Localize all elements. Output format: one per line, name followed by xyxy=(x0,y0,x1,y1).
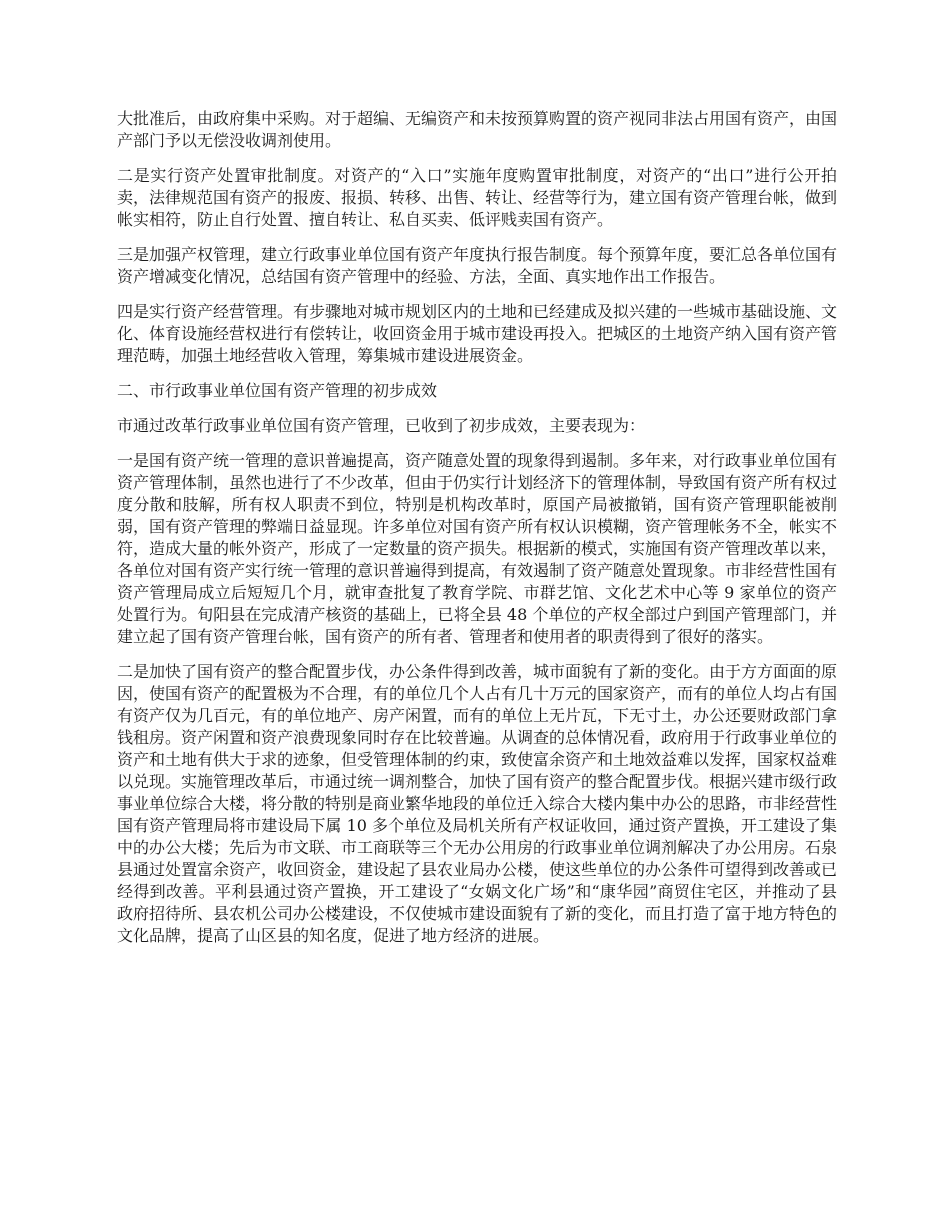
paragraph-procurement-continued: 大批准后，由政府集中采购。对于超编、无编资产和未按预算购置的资产视同非法占用国有资产，由国产部门予以无偿没收调剂使用。 xyxy=(117,109,838,150)
paragraph-disposal-approval: 二是实行资产处置审批制度。对资产的“入口”实施年度购置审批制度，对资产的“出口”进行公开拍卖，法律规范国有资产的报废、报损、转移、出售、转让、经营等行为，建立国有资产管理台帐，做到帐实相符，防止自行处置、擅自转让、私自买卖、低评贱卖国有资产。 xyxy=(117,166,838,229)
paragraph-integration-allocation: 二是加快了国有资产的整合配置步伐，办公条件得到改善，城市面貌有了新的变化。由于方方面面的原因，使国有资产的配置极为不合理，有的单位几个人占有几十万元的国家资产，而有的单位人均占有国有资产仅为几百元，有的单位地产、房产闲置，而有的单位上无片瓦，下无寸土，办公还要财政部门拿钱租房。资产闲置和资产浪费现象同时存在比较普遍。从调查的总体情况看，政府用于行政事业单位的资产和土地有供大于求的迹象，但受管理体制的约束，致使富余资产和土地效益难以发挥，国家权益难以兑现。实施管理改革后，市通过统一调剂整合，加快了国有资产的整合配置步伐。根据兴建市级行政事业单位综合大楼，将分散的特别是商业繁华地段的单位迁入综合大楼内集中办公的思路，市非经营性国有资产管理局将市建设局下属 10 多个单位及局机关所有产权证收回，通过资产置换，开工建设了集中的办公大楼；先后为市文联、市工商联等三个无办公用房的行政事业单位调剂解决了办公用房。石泉县通过处置富余资产，收回资金，建设起了县农业局办公楼，使这些单位的办公条件可望得到改善或已经得到改善。平利县通过资产置换，开工建设了“女娲文化广场”和“康华园”商贸住宅区，并推动了县政府招待所、县农机公司办公楼建设，不仅使城市建设面貌有了新的变化，而且打造了富于地方特色的文化品牌，提高了山区县的知名度，促进了地方经济的进展。 xyxy=(117,662,838,945)
document-body xyxy=(117,108,837,960)
paragraph-results-intro: 市通过改革行政事业单位国有资产管理，已收到了初步成效，主要表现为： xyxy=(117,416,646,435)
section-heading-initial-results: 二、市行政事业单位国有资产管理的初步成效 xyxy=(117,381,438,400)
paragraph-property-rights: 三是加强产权管理，建立行政事业单位国有资产年度执行报告制度。每个预算年度，要汇总各单位国有资产增减变化情况，总结国有资产管理中的经验、方法，全面、真实地作出工作报告。 xyxy=(117,245,838,286)
paragraph-asset-operation: 四是实行资产经营管理。有步骤地对城市规划区内的土地和已经建成及拟兴建的一些城市基础设施、文化、体育设施经营权进行有偿转让，收回资金用于城市建设再投入。把城区的土地资产纳入国有资产管理范畴，加强土地经营收入管理，筹集城市建设进展资金。 xyxy=(117,302,838,365)
paragraph-unified-management: 一是国有资产统一管理的意识普遍提高，资产随意处置的现象得到遏制。多年来，对行政事业单位国有资产管理体制，虽然也进行了不少改革，但由于仍实行计划经济下的管理体制，导致国有资产所有权过度分散和肢解，所有权人职责不到位，特别是机构改革时，原国产局被撤销，国有资产管理职能被削弱，国有资产管理的弊端日益显现。许多单位对国有资产所有权认识模糊，资产管理帐务不全，帐实不符，造成大量的帐外资产，形成了一定数量的资产损失。根据新的模式，实施国有资产管理改革以来，各单位对国有资产实行统一管理的意识普遍得到提高，有效遏制了资产随意处置现象。市非经营性国有资产管理局成立后短短几个月，就审查批复了教育学院、市群艺馆、文化艺术中心等 9 家单位的资产处置行为。旬阳县在完成清产核资的基础上，已将全县 48 个单位的产权全部过户到国产管理部门，并建立起了国有资产管理台帐，国有资产的所有者、管理者和使用者的职责得到了很好的落实。 xyxy=(117,451,838,646)
